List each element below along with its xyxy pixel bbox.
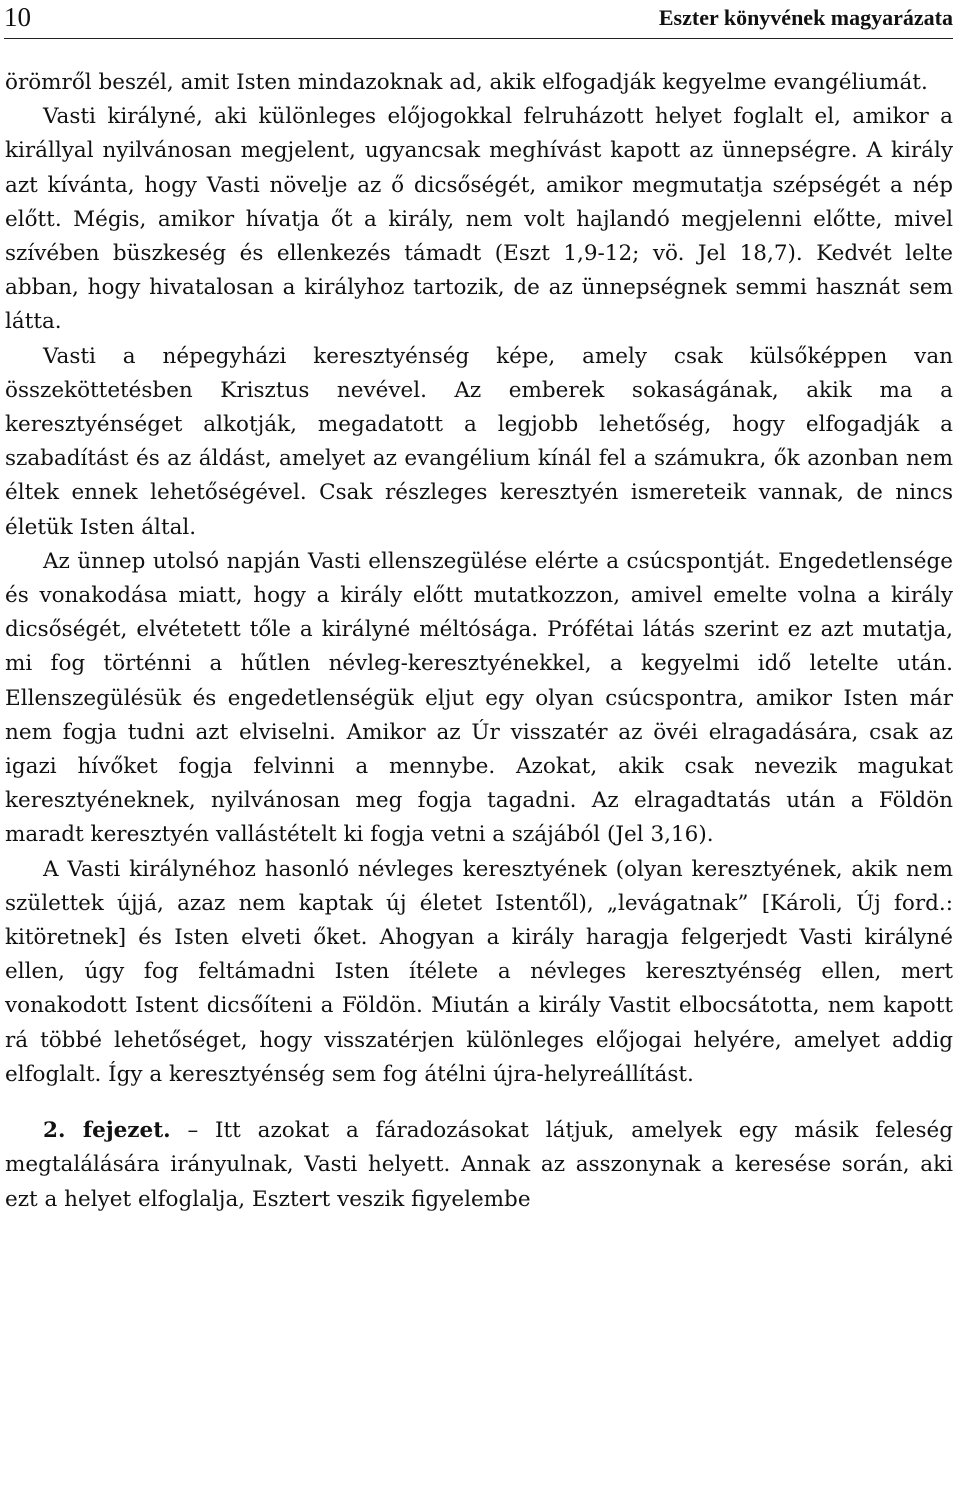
paragraph: A Vasti királynéhoz hasonló névleges keresztyének (olyan keresztyének, akik nem születtek újjá, azaz nem kaptak új életet Istentől), „levágatnak” [Károli, Új ford.: kitöretnek] és Isten elveti őket. Ahogyan a király haragja felgerjedt Vasti királyné ellen, úgy fog feltámadni Isten ítélete a névleges keresztyénség ellen, mert vonakodott Istent dicsőíteni a Földön. Miután a király Vastit elbocsátotta, nem kapott rá többé lehetőséget, hogy visszatérjen különleges előjogai helyére, amelyet addig elfoglalt. Így a keresztyénség sem fog átélni újra-helyreállítást.	[5, 856, 953, 1087]
chapter-label: 2. fejezet.	[43, 1118, 171, 1144]
page-header	[4, 0, 953, 39]
page-number: 10	[4, 2, 31, 32]
paragraph: örömről beszél, amit Isten mindazoknak ad, akik elfogadják kegyelme evangéliumát.	[5, 70, 928, 95]
chapter-paragraph	[5, 1114, 953, 1217]
paragraph: Vasti a népegyházi keresztyénség képe, amely csak külsőképpen van összeköttetésben Krisztus nevével. Az emberek sokaságának, akik ma a keresztyénséget alkotják, megadatott a legjobb lehetőség, hogy elfogadják a szabadítást és az áldást, amelyet az evangélium kínál fel a számukra, ők azonban nem éltek ennek lehetőségével. Csak részleges keresztyén ismereteik vannak, de nincs életük Isten által.	[5, 343, 953, 540]
paragraph: Az ünnep utolsó napján Vasti ellenszegülése elérte a csúcspontját. Engedetlensége és vonakodása miatt, hogy a király előtt mutatkozzon, amivel emelte volna a király dicsőségét, elvétetett tőle a királyné méltósága. Prófétai látás szerint ez azt mutatja, mi fog történni a hűtlen névleg-keresztyénekkel, a kegyelmi idő letelte után. Ellenszegülésük és engedetlenségük eljut egy olyan csúcspontra, amikor Isten már nem fogja tudni azt elviselni. Amikor az Úr visszatér az övéi elragadására, csak az igazi hívőket fogja felvinni a mennybe. Azokat, akik csak nevezik magukat keresztyéneknek, nyilvánosan meg fogja tagadni. Az elragadtatás után a Földön maradt keresztyén vallástételt ki fogja vetni a szájából (Jel 3,16).	[5, 548, 953, 848]
chapter-text: – Itt azokat a fáradozásokat látjuk, amelyek egy másik feleség megtalálására irányulnak, Vasti helyett. Annak az asszonynak a keresése során, aki ezt a helyet elfoglalja, Esztert veszik figyelembe	[5, 1118, 953, 1212]
paragraph: Vasti királyné, aki különleges előjogokkal felruházott helyet foglalt el, amikor a királlyal nyilvánosan megjelent, ugyancsak meghívást kapott az ünnepségre. A király azt kívánta, hogy Vasti növelje az ő dicsőségét, amikor megmutatja szépségét a nép előtt. Mégis, amikor hívatja őt a király, nem volt hajlandó megjelenni előtte, mivel szívében büszkeség és ellenkezés támadt (Eszt 1,9-12; vö. Jel 18,7). Kedvét lelte abban, hogy hivatalosan a királyhoz tartozik, de az ünnepségnek semmi hasznát sem látta.	[5, 104, 953, 335]
running-head: Eszter könyvének magyarázata	[658, 5, 953, 30]
body-text	[5, 66, 953, 1217]
